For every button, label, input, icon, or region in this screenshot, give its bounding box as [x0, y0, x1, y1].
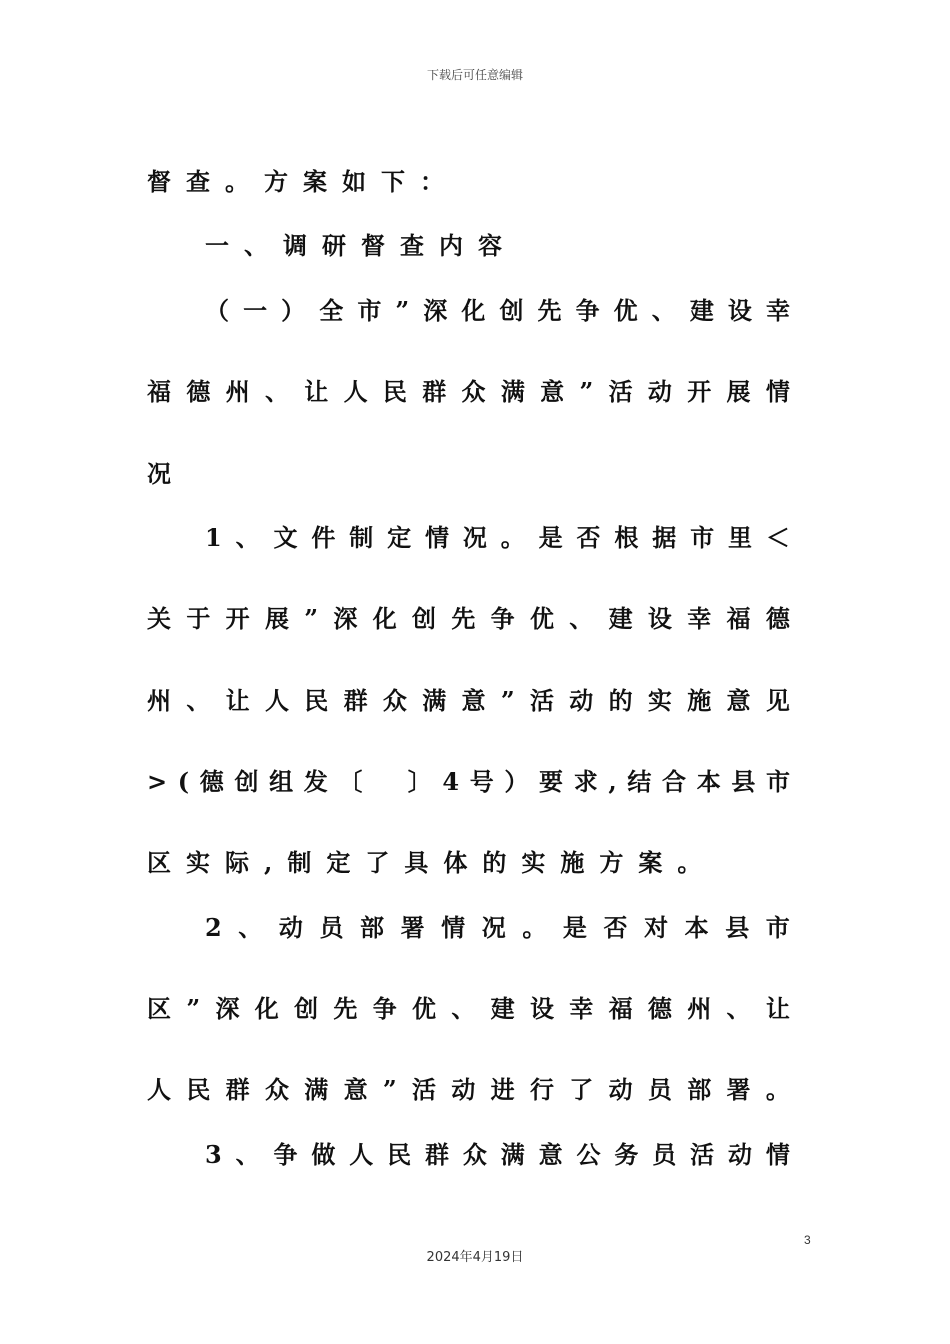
text-char: 、 — [238, 913, 263, 942]
text-char: 施 — [560, 848, 585, 877]
text-char: 州 — [147, 686, 171, 715]
text-char: 际 — [225, 848, 249, 877]
text-char: 群 — [225, 1075, 250, 1104]
text-char: 情 — [765, 1140, 790, 1169]
text-char: 查 — [400, 231, 424, 260]
text-line — [147, 681, 790, 721]
text-char: 福 — [608, 994, 633, 1023]
text-char: （ — [205, 296, 229, 325]
text-char: 。 — [522, 913, 547, 942]
text-char: 群 — [424, 1140, 449, 1169]
text-line — [147, 1070, 790, 1110]
text-char: 2 — [205, 913, 222, 942]
text-char: 于 — [186, 604, 211, 633]
text-char: 众 — [461, 377, 486, 406]
text-char: 让 — [304, 377, 329, 406]
text-char: 本 — [684, 913, 709, 942]
text-char: 、 — [235, 523, 260, 552]
text-char: 深 — [423, 296, 448, 325]
text-char: 施 — [687, 686, 712, 715]
text-char: ： — [420, 167, 444, 196]
text-char: 公 — [576, 1140, 601, 1169]
text-char: 员 — [319, 913, 344, 942]
text-char: 创 — [499, 296, 524, 325]
text-line — [147, 989, 790, 1029]
text-char: 德 — [186, 377, 211, 406]
text-char: 意 — [461, 686, 486, 715]
text-char: 幸 — [765, 296, 790, 325]
text-char: 群 — [422, 377, 447, 406]
text-char: 州 — [225, 377, 250, 406]
text-char: ( — [177, 767, 190, 796]
text-char: 意 — [538, 1140, 563, 1169]
text-char: 德 — [765, 604, 790, 633]
text-char: 部 — [687, 1075, 712, 1104]
text-char: 满 — [422, 686, 447, 715]
text-char: 众 — [382, 686, 407, 715]
text-char: 动 — [278, 913, 303, 942]
text-char: 意 — [540, 377, 565, 406]
text-char: 优 — [613, 296, 638, 325]
text-char: 满 — [500, 377, 525, 406]
text-char: 、 — [569, 604, 594, 633]
text-char: 部 — [360, 913, 385, 942]
text-line — [147, 599, 790, 639]
text-char: 行 — [529, 1075, 554, 1104]
text-char: 深 — [215, 994, 240, 1023]
text-char: 督 — [361, 231, 385, 260]
text-char: 先 — [537, 296, 562, 325]
text-char: 开 — [687, 377, 712, 406]
text-char: 德 — [647, 994, 672, 1023]
text-char: 。 — [677, 848, 702, 877]
text-char: 先 — [333, 994, 358, 1023]
text-char: 德 — [199, 767, 224, 796]
text-char: 的 — [482, 848, 507, 877]
text-char: 、 — [235, 1140, 260, 1169]
page-header: 下载后可任意编辑 — [426, 68, 523, 82]
text-char: 建 — [608, 604, 633, 633]
text-char: 化 — [254, 994, 279, 1023]
text-char: 争 — [273, 1140, 298, 1169]
text-char: 深 — [333, 604, 358, 633]
text-char: 文 — [273, 523, 298, 552]
text-char: 实 — [186, 848, 210, 877]
text-char: 人 — [147, 1075, 171, 1104]
text-char: 福 — [147, 377, 171, 406]
text-char: 、 — [244, 231, 268, 260]
text-line — [205, 908, 790, 948]
text-char: 人 — [343, 377, 368, 406]
text-line — [205, 291, 790, 331]
text-char: 调 — [283, 231, 307, 260]
text-char: 创 — [234, 767, 259, 796]
text-char: 4 — [442, 767, 460, 796]
text-char: 开 — [225, 604, 250, 633]
text-char: 发 — [303, 767, 328, 796]
text-char: 本 — [696, 767, 721, 796]
text-char: 县 — [731, 767, 756, 796]
text-char: 1 — [205, 523, 222, 552]
text-char: 设 — [727, 296, 752, 325]
text-char: 务 — [614, 1140, 639, 1169]
text-char: 关 — [147, 604, 171, 633]
text-char: 争 — [575, 296, 600, 325]
text-char: 市 — [690, 523, 715, 552]
text-char: 争 — [490, 604, 515, 633]
text-char: 争 — [372, 994, 397, 1023]
text-char: 案 — [303, 167, 327, 196]
text-line — [205, 226, 790, 266]
text-char: 幸 — [687, 604, 712, 633]
page-number: 3 — [804, 1233, 811, 1247]
text-line — [147, 843, 790, 883]
text-char: 督 — [147, 167, 171, 196]
text-char: 如 — [342, 167, 366, 196]
text-char: 体 — [443, 848, 468, 877]
text-char: 动 — [647, 377, 672, 406]
text-char: 容 — [478, 231, 502, 260]
text-char: 3 — [205, 1140, 222, 1169]
text-char: 众 — [264, 1075, 289, 1104]
text-line — [205, 518, 790, 558]
text-char: 进 — [490, 1075, 515, 1104]
text-char: 动 — [727, 1140, 752, 1169]
text-char: ” — [395, 296, 410, 325]
text-char: 实 — [647, 686, 672, 715]
text-char: 况 — [462, 523, 487, 552]
text-char: 福 — [726, 604, 751, 633]
text-char: 市 — [766, 767, 790, 796]
text-char: 、 — [451, 994, 476, 1023]
text-char: 否 — [603, 913, 628, 942]
text-char: 是 — [538, 523, 563, 552]
text-char: 优 — [529, 604, 554, 633]
text-char: 制 — [287, 848, 312, 877]
text-char: 合 — [662, 767, 687, 796]
text-char: 制 — [349, 523, 374, 552]
text-char: 幸 — [569, 994, 594, 1023]
text-char: 〔 — [338, 767, 363, 796]
text-char: 据 — [652, 523, 677, 552]
text-char: 员 — [647, 1075, 672, 1104]
text-char: 州 — [687, 994, 712, 1023]
text-char: ” — [579, 377, 594, 406]
text-char: 建 — [490, 994, 515, 1023]
text-char: 结 — [627, 767, 652, 796]
text-char: 况 — [147, 459, 171, 488]
text-char: 见 — [765, 686, 790, 715]
text-char: 研 — [322, 231, 346, 260]
text-char: 化 — [461, 296, 486, 325]
text-char: 先 — [451, 604, 476, 633]
text-char: 了 — [569, 1075, 594, 1104]
text-char: 根 — [614, 523, 639, 552]
text-char: 一 — [243, 296, 268, 325]
text-char: 查 — [186, 167, 210, 196]
text-char: 设 — [647, 604, 672, 633]
text-char: 优 — [412, 994, 436, 1023]
text-char: 、 — [186, 686, 211, 715]
text-char: 具 — [404, 848, 429, 877]
text-char: 区 — [147, 994, 171, 1023]
text-char: 了 — [365, 848, 390, 877]
text-char: 满 — [304, 1075, 329, 1104]
text-char: ” — [186, 994, 201, 1023]
text-char: 。 — [765, 1075, 790, 1104]
text-char: 、 — [651, 296, 676, 325]
text-char — [373, 762, 397, 802]
text-char: 对 — [644, 913, 669, 942]
text-char: 群 — [343, 686, 368, 715]
text-char: 意 — [343, 1075, 368, 1104]
text-char: > — [147, 767, 168, 796]
text-char: 案 — [638, 848, 663, 877]
text-char: ） — [281, 296, 306, 325]
text-char: 化 — [372, 604, 397, 633]
text-char: 组 — [269, 767, 294, 796]
text-line — [147, 372, 790, 412]
text-char: 、 — [726, 994, 751, 1023]
text-char: 里 — [727, 523, 752, 552]
text-char: 定 — [326, 848, 351, 877]
text-char: 。 — [225, 167, 249, 196]
text-char: , — [608, 767, 617, 796]
text-char: 区 — [147, 848, 171, 877]
text-char: 民 — [304, 686, 329, 715]
text-line — [147, 762, 790, 802]
text-line — [147, 454, 790, 494]
text-char: ” — [500, 686, 515, 715]
text-char: 下 — [381, 167, 405, 196]
text-char: 县 — [725, 913, 750, 942]
text-char: 内 — [439, 231, 463, 260]
text-char: 、 — [264, 377, 289, 406]
text-char: 建 — [689, 296, 714, 325]
text-char: 创 — [412, 604, 436, 633]
text-char: 况 — [481, 913, 506, 942]
text-char: , — [264, 848, 273, 877]
text-char: 满 — [500, 1140, 525, 1169]
text-char: 设 — [529, 994, 554, 1023]
text-char: 活 — [529, 686, 554, 715]
text-char: 市 — [765, 913, 790, 942]
text-char: ” — [382, 1075, 397, 1104]
text-char: 的 — [608, 686, 633, 715]
text-char: ＜ — [765, 523, 790, 552]
text-char: 定 — [387, 523, 412, 552]
text-char: 实 — [521, 848, 546, 877]
text-char: 创 — [294, 994, 319, 1023]
text-char: 件 — [311, 523, 336, 552]
text-char: 民 — [382, 377, 407, 406]
text-char: 是 — [562, 913, 587, 942]
text-char: 署 — [400, 913, 425, 942]
text-char: 要 — [539, 767, 564, 796]
text-char: 号 — [469, 767, 494, 796]
text-char: 〕 — [407, 767, 432, 796]
text-char: 众 — [462, 1140, 487, 1169]
text-char: 员 — [652, 1140, 677, 1169]
text-char: 方 — [599, 848, 624, 877]
text-char: 动 — [608, 1075, 633, 1104]
text-char: 情 — [424, 523, 449, 552]
text-char: 意 — [726, 686, 751, 715]
text-char: 活 — [608, 377, 633, 406]
text-char: 民 — [387, 1140, 412, 1169]
text-char: 情 — [441, 913, 466, 942]
text-char: ） — [504, 767, 529, 796]
text-char: 做 — [311, 1140, 336, 1169]
text-line — [205, 1135, 790, 1175]
text-char: 方 — [264, 167, 288, 196]
text-char: 求 — [573, 767, 598, 796]
text-char: 否 — [576, 523, 601, 552]
text-char: 活 — [690, 1140, 715, 1169]
text-char: 情 — [765, 377, 790, 406]
text-line — [147, 162, 790, 202]
text-char: 展 — [726, 377, 751, 406]
text-char: 人 — [349, 1140, 374, 1169]
text-char: 活 — [412, 1075, 436, 1104]
text-char: 动 — [451, 1075, 476, 1104]
text-char: 展 — [264, 604, 289, 633]
text-char: 市 — [357, 296, 382, 325]
text-char: 人 — [264, 686, 289, 715]
text-char: 署 — [726, 1075, 751, 1104]
text-char: 民 — [186, 1075, 211, 1104]
text-char: 让 — [765, 994, 790, 1023]
text-char: 一 — [205, 231, 229, 260]
text-char: 动 — [569, 686, 594, 715]
text-char: ” — [304, 604, 319, 633]
text-char: 让 — [225, 686, 250, 715]
text-char: 。 — [500, 523, 525, 552]
text-char: 全 — [319, 296, 344, 325]
page-footer-date: 2024年4月19日 — [426, 1250, 524, 1265]
